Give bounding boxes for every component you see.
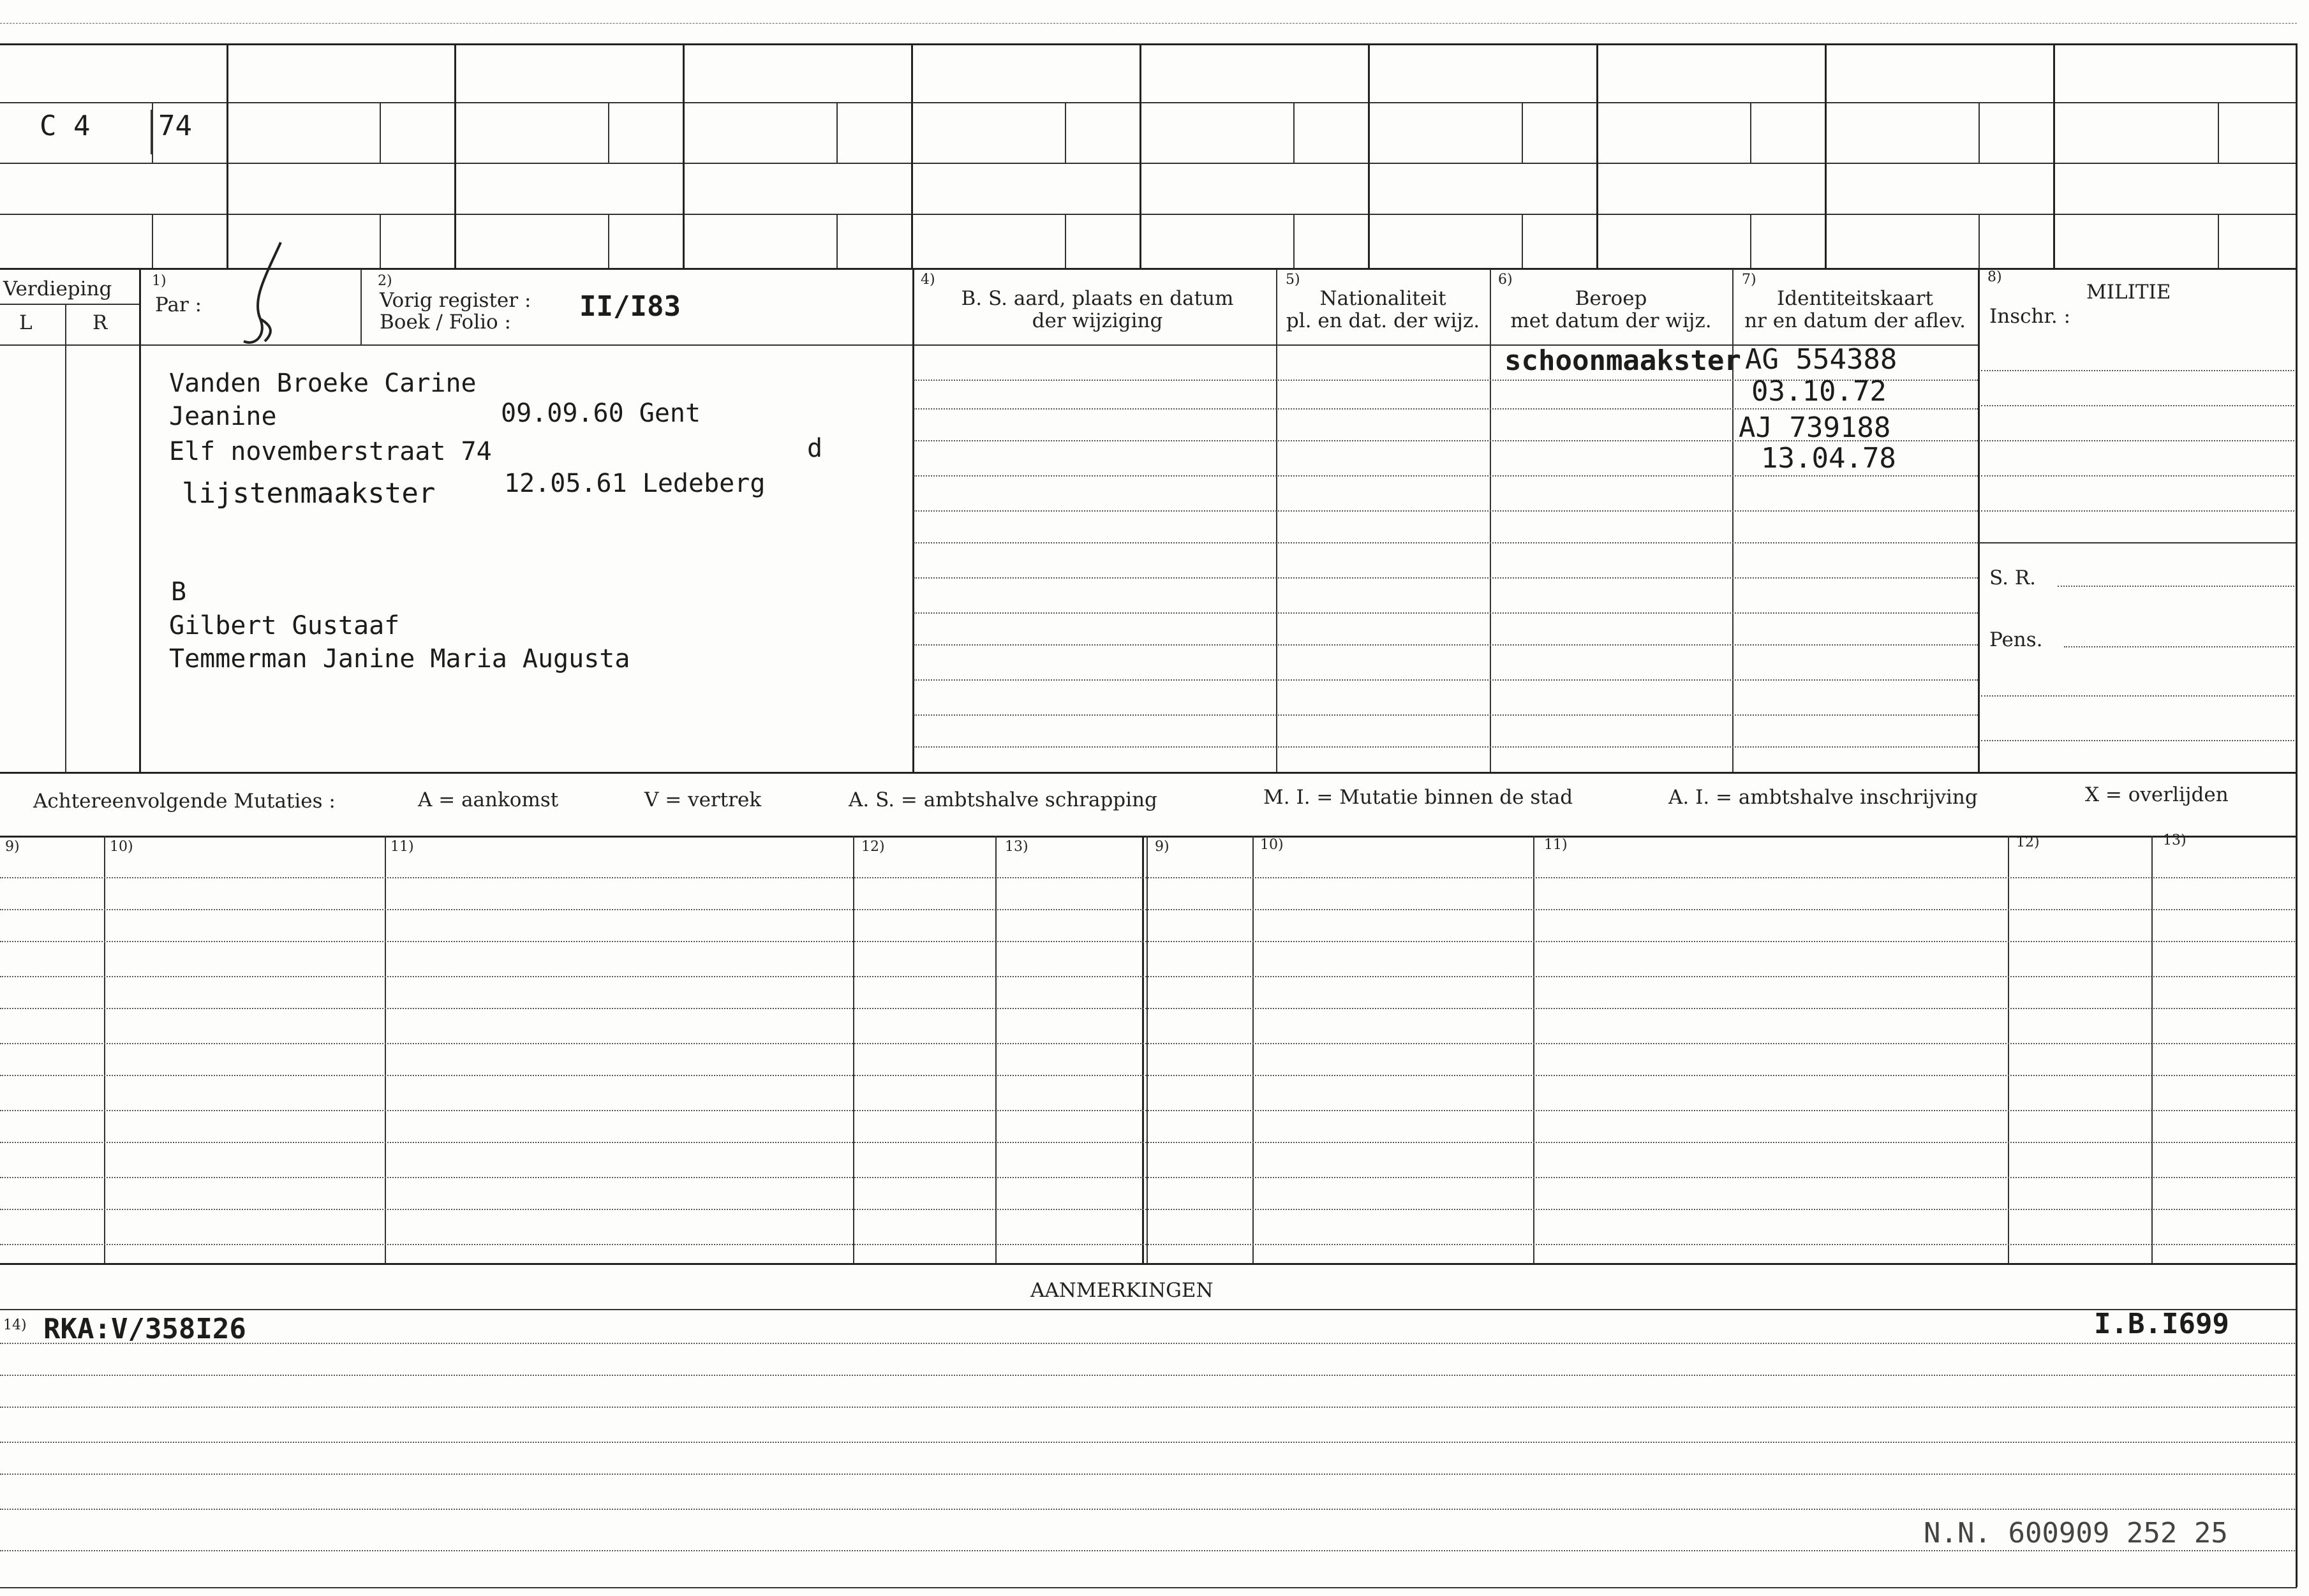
mutation-row-line bbox=[0, 1244, 2297, 1245]
code-divider bbox=[151, 110, 152, 154]
person-name: Vanden Broeke Carine bbox=[169, 369, 477, 398]
nat-label-2: pl. en dat. der wijz. bbox=[1286, 309, 1480, 332]
mutation-row-line bbox=[0, 1209, 2297, 1210]
mutation-row-line bbox=[0, 877, 2297, 878]
person-marker: d bbox=[807, 434, 823, 463]
verdieping-r: R bbox=[93, 311, 108, 334]
mutation-col-line bbox=[995, 836, 997, 1263]
grid-sub-line bbox=[1065, 102, 1066, 163]
militie-line bbox=[1981, 475, 2297, 477]
mutation-col-line bbox=[385, 836, 386, 1263]
legend-ai: A. I. = ambtshalve inschrijving bbox=[1668, 786, 1978, 809]
grid-sub-line bbox=[2218, 102, 2219, 163]
remarks-line bbox=[0, 1407, 2297, 1408]
sr-label: S. R. bbox=[1989, 566, 2037, 589]
card-number: 74 bbox=[158, 110, 192, 142]
legend-as: A. S. = ambtshalve schrapping bbox=[849, 788, 1157, 811]
top-edge bbox=[0, 23, 2297, 24]
person-father: Gilbert Gustaaf bbox=[169, 611, 400, 640]
grid-col-line bbox=[2053, 45, 2055, 268]
militie-line bbox=[1981, 510, 2297, 512]
grid-col-line bbox=[454, 45, 456, 268]
grid-sub-line bbox=[836, 214, 838, 268]
mutation-row-line bbox=[0, 1142, 2297, 1143]
remarks-line bbox=[0, 1442, 2297, 1443]
mil-num: 8) bbox=[1987, 269, 2002, 285]
card-code: C 4 bbox=[40, 110, 91, 142]
id-label-1: Identiteitskaart bbox=[1777, 287, 1933, 310]
legend-mi: M. I. = Mutatie binnen de stad bbox=[1263, 786, 1573, 809]
legend-a: A = aankomst bbox=[418, 788, 559, 811]
right-edge bbox=[2296, 43, 2298, 1587]
grid-col-line bbox=[1368, 45, 1370, 268]
mutation-col-13b: 13) bbox=[2163, 832, 2186, 848]
militie-line bbox=[1981, 695, 2297, 697]
grid-col-line bbox=[683, 45, 685, 268]
ruled-line bbox=[914, 408, 1978, 410]
pens-label: Pens. bbox=[1989, 628, 2043, 651]
legend-title: Achtereenvolgende Mutaties : bbox=[33, 790, 336, 813]
verdieping-label: Verdieping bbox=[3, 277, 112, 300]
lr-divider bbox=[65, 304, 66, 772]
mutation-col-line bbox=[1252, 836, 1254, 1263]
grid-bottom-line bbox=[0, 268, 2297, 270]
person-birth: 09.09.60 Gent bbox=[501, 399, 701, 428]
top-border bbox=[0, 43, 2297, 45]
ruled-line bbox=[914, 746, 1978, 748]
nat-num: 5) bbox=[1286, 272, 1300, 288]
legend-x: X = overlijden bbox=[2085, 783, 2229, 806]
section-bottom bbox=[0, 772, 2297, 774]
mutation-row-line bbox=[0, 1043, 2297, 1044]
mutation-center-line bbox=[1142, 836, 1144, 1263]
verdieping-divider bbox=[0, 304, 140, 305]
ruled-line bbox=[914, 714, 1978, 716]
remarks-top bbox=[0, 1263, 2297, 1265]
id-card-2-date: 13.04.78 bbox=[1761, 442, 1896, 475]
person-mother: Temmerman Janine Maria Augusta bbox=[169, 644, 630, 674]
grid-sub-line bbox=[152, 214, 153, 268]
grid-sub-line bbox=[1065, 214, 1066, 268]
remarks-ib: I.B.I699 bbox=[2094, 1308, 2229, 1340]
bottom-line bbox=[0, 1587, 2297, 1588]
remarks-title-line bbox=[0, 1309, 2297, 1310]
grid-sub-line bbox=[608, 214, 609, 268]
grid-sub-line bbox=[1750, 214, 1751, 268]
remarks-nn: N.N. 600909 252 25 bbox=[1924, 1517, 2228, 1549]
militie-line bbox=[1981, 740, 2297, 741]
remarks-line bbox=[0, 1550, 2297, 1551]
nat-left-line bbox=[1276, 269, 1277, 773]
mutation-col-line bbox=[1533, 836, 1534, 1263]
grid-sub-line bbox=[152, 102, 153, 163]
grid-row-line bbox=[0, 102, 2297, 103]
mutation-col-13: 13) bbox=[1005, 839, 1028, 855]
mutation-col-12: 12) bbox=[861, 839, 885, 855]
remarks-line bbox=[0, 1375, 2297, 1376]
grid-row-line bbox=[0, 214, 2297, 215]
par-pen-mark bbox=[236, 239, 287, 354]
par-right-line bbox=[360, 269, 362, 344]
sr-line bbox=[2058, 586, 2297, 587]
ruled-line bbox=[914, 644, 1978, 646]
grid-sub-line bbox=[1979, 214, 1980, 268]
militie-divider bbox=[1978, 542, 2297, 543]
bs-left-line bbox=[912, 269, 914, 773]
id-card-2-number: AJ 739188 bbox=[1739, 411, 1891, 444]
mutation-col-line bbox=[2008, 836, 2009, 1263]
id-label-2: nr en datum der aflev. bbox=[1744, 309, 1966, 332]
inschr-label: Inschr. : bbox=[1989, 305, 2071, 328]
mutation-center-line-2 bbox=[1147, 836, 1148, 1263]
militie-line bbox=[1981, 405, 2297, 406]
remarks-title: AANMERKINGEN bbox=[1030, 1279, 1214, 1302]
verdieping-l: L bbox=[19, 311, 33, 334]
grid-col-line bbox=[226, 45, 228, 268]
mutation-col-12b: 12) bbox=[2016, 834, 2040, 850]
remarks-line bbox=[0, 1343, 2297, 1344]
par-num: 1) bbox=[152, 273, 167, 289]
beroep-num: 6) bbox=[1498, 272, 1513, 288]
grid-col-line bbox=[911, 45, 913, 268]
remarks-rka: RKA:V/358I26 bbox=[43, 1313, 246, 1345]
mutation-col-line bbox=[2151, 836, 2153, 1263]
mutation-row-line bbox=[0, 1110, 2297, 1111]
grid-sub-line bbox=[1750, 102, 1751, 163]
ruled-line bbox=[914, 577, 1978, 579]
bs-label-2: der wijziging bbox=[1032, 309, 1163, 332]
person-first-name: Jeanine bbox=[169, 402, 277, 431]
grid-sub-line bbox=[1522, 214, 1523, 268]
mutation-row-line bbox=[0, 1008, 2297, 1009]
mutation-top bbox=[0, 836, 2297, 838]
verdieping-right-line bbox=[139, 269, 141, 773]
mutation-col-10b: 10) bbox=[1260, 837, 1284, 853]
mutation-row-line bbox=[0, 941, 2297, 942]
grid-col-line bbox=[1140, 45, 1141, 268]
person-occupation: lijstenmaakster bbox=[182, 477, 436, 510]
grid-sub-line bbox=[1293, 102, 1295, 163]
nat-label-1: Nationaliteit bbox=[1319, 287, 1446, 310]
vorig-label: Vorig register : bbox=[380, 289, 531, 312]
grid-sub-line bbox=[2218, 214, 2219, 268]
militie-left-line bbox=[1978, 269, 1980, 773]
grid-col-line bbox=[1825, 45, 1827, 268]
beroep-value: schoonmaakster bbox=[1504, 344, 1741, 377]
remarks-num: 14) bbox=[3, 1317, 27, 1333]
vorig-value: II/I83 bbox=[579, 290, 681, 323]
id-num: 7) bbox=[1742, 272, 1756, 288]
grid-col-line bbox=[1596, 45, 1598, 268]
ruled-line bbox=[914, 612, 1978, 614]
ruled-line bbox=[914, 510, 1978, 512]
mutation-col-10: 10) bbox=[110, 839, 133, 855]
mutation-row-line bbox=[0, 976, 2297, 977]
grid-sub-line bbox=[380, 214, 381, 268]
militie-line bbox=[1981, 370, 2297, 371]
legend-v: V = vertrek bbox=[644, 788, 762, 811]
mutation-col-11: 11) bbox=[390, 839, 414, 855]
beroep-label-2: met datum der wijz. bbox=[1510, 309, 1712, 332]
grid-sub-line bbox=[380, 102, 381, 163]
grid-sub-line bbox=[1522, 102, 1523, 163]
ruled-line bbox=[914, 679, 1978, 681]
vorig-num: 2) bbox=[378, 273, 392, 289]
person-b-label: B bbox=[171, 577, 187, 607]
pens-line bbox=[2064, 646, 2297, 647]
grid-sub-line bbox=[1293, 214, 1295, 268]
mutation-row-line bbox=[0, 909, 2297, 910]
person-occupation-date: 12.05.61 Ledeberg bbox=[504, 469, 766, 498]
mutation-col-9: 9) bbox=[5, 839, 20, 855]
mutation-col-9b: 9) bbox=[1155, 839, 1169, 855]
mutation-row-line bbox=[0, 1075, 2297, 1076]
mutation-col-11b: 11) bbox=[1544, 837, 1568, 853]
beroep-left-line bbox=[1490, 269, 1491, 773]
id-card-1-date: 03.10.72 bbox=[1751, 375, 1887, 408]
grid-sub-line bbox=[1979, 102, 1980, 163]
ruled-line bbox=[914, 542, 1978, 543]
id-card-1-number: AG 554388 bbox=[1745, 343, 1897, 376]
boek-label: Boek / Folio : bbox=[380, 311, 511, 334]
militie-line bbox=[1981, 440, 2297, 441]
mutation-col-line bbox=[853, 836, 854, 1263]
mil-label: MILITIE bbox=[2086, 281, 2171, 304]
par-label: Par : bbox=[155, 293, 202, 316]
beroep-label-1: Beroep bbox=[1575, 287, 1647, 310]
bs-label-1: B. S. aard, plaats en datum bbox=[961, 287, 1234, 310]
remarks-line bbox=[0, 1509, 2297, 1510]
person-address: Elf novemberstraat 74 bbox=[169, 437, 492, 466]
grid-row-line bbox=[0, 163, 2297, 164]
mutation-row-line bbox=[0, 1177, 2297, 1178]
mutation-col-line bbox=[104, 836, 105, 1263]
bs-num: 4) bbox=[921, 272, 935, 288]
grid-sub-line bbox=[608, 102, 609, 163]
ruled-line bbox=[914, 475, 1978, 477]
grid-sub-line bbox=[836, 102, 838, 163]
remarks-line bbox=[0, 1474, 2297, 1475]
